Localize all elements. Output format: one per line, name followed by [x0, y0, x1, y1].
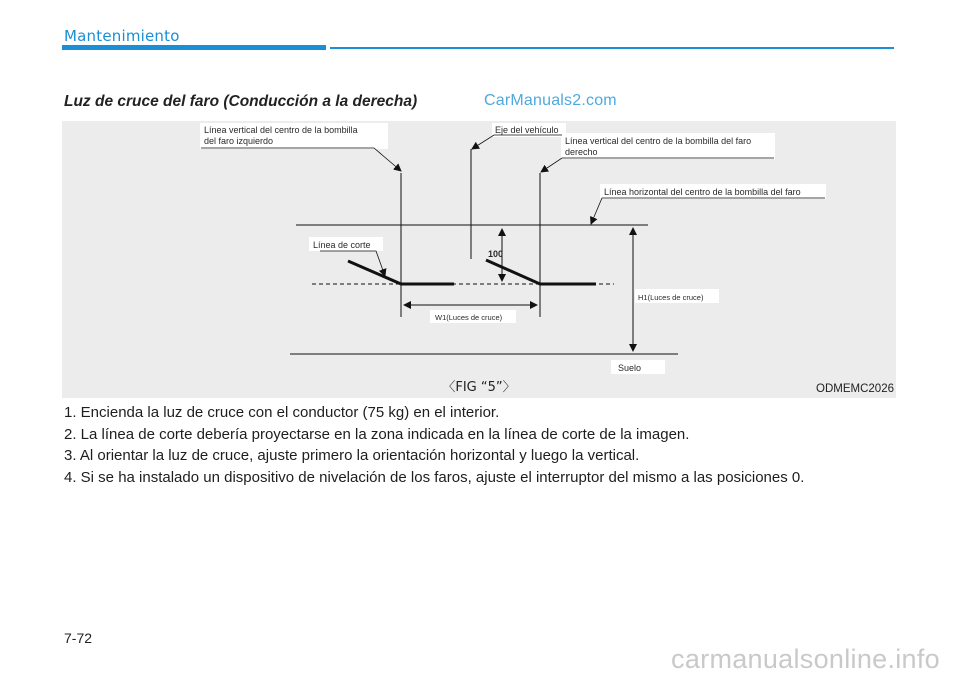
- label-ground: Suelo: [618, 363, 642, 373]
- label-left-vertical-2: del faro izquierdo: [204, 136, 274, 146]
- headlamp-diagram: [62, 121, 896, 398]
- list-item: 3. Al orientar la luz de cruce, ajuste primero la orientación horizontal y luego la vertical.: [64, 447, 640, 464]
- figure-caption: 〈FIG “5”〉: [442, 380, 516, 395]
- label-cutoff-line: Línea de corte: [313, 240, 371, 250]
- site-watermark: carmanualsonline.info: [671, 644, 940, 674]
- list-item: 4. Si se ha instalado un dispositivo de nivelación de los faros, ajuste el interruptor del mismo a las posiciones 0.: [64, 468, 805, 486]
- page-number: 7-72: [64, 630, 93, 646]
- page-heading: Luz de cruce del faro (Conducción a la derecha): [64, 93, 418, 110]
- section-title: Mantenimiento: [64, 27, 180, 45]
- label-right-vertical-2: derecho: [565, 147, 598, 157]
- instruction-steps: [64, 402, 804, 488]
- figure-code: ODMEMC2026: [816, 383, 894, 395]
- label-bulb-horizontal: Línea horizontal del centro de la bombilla del faro: [604, 187, 801, 197]
- headlamp-aiming-figure: [62, 121, 896, 398]
- list-item: 2. La línea de corte debería proyectarse en la zona indicada en la línea de corte de la imagen.: [64, 425, 690, 443]
- section-rule-thin: [330, 47, 894, 49]
- leader-vehicle-axis: [472, 135, 562, 149]
- label-right-vertical-1: Línea vertical del centro de la bombilla del faro: [565, 136, 752, 146]
- watermark-link[interactable]: CarManuals2.com: [484, 92, 617, 109]
- leader-left-vertical: [201, 148, 401, 171]
- label-left-vertical-1: Línea vertical del centro de la bombilla: [204, 125, 358, 135]
- section-rule-thick: [62, 45, 326, 50]
- label-hundred: 100: [488, 249, 504, 259]
- label-h1: H1(Luces de cruce): [638, 293, 704, 302]
- label-w1: W1(Luces de cruce): [435, 313, 503, 322]
- list-item: 1. Encienda la luz de cruce con el conductor (75 kg) en el interior.: [64, 404, 500, 421]
- leader-horizontal: [591, 198, 825, 224]
- leader-right-vertical: [541, 158, 774, 172]
- label-vehicle-axis: Eje del vehículo: [495, 125, 559, 135]
